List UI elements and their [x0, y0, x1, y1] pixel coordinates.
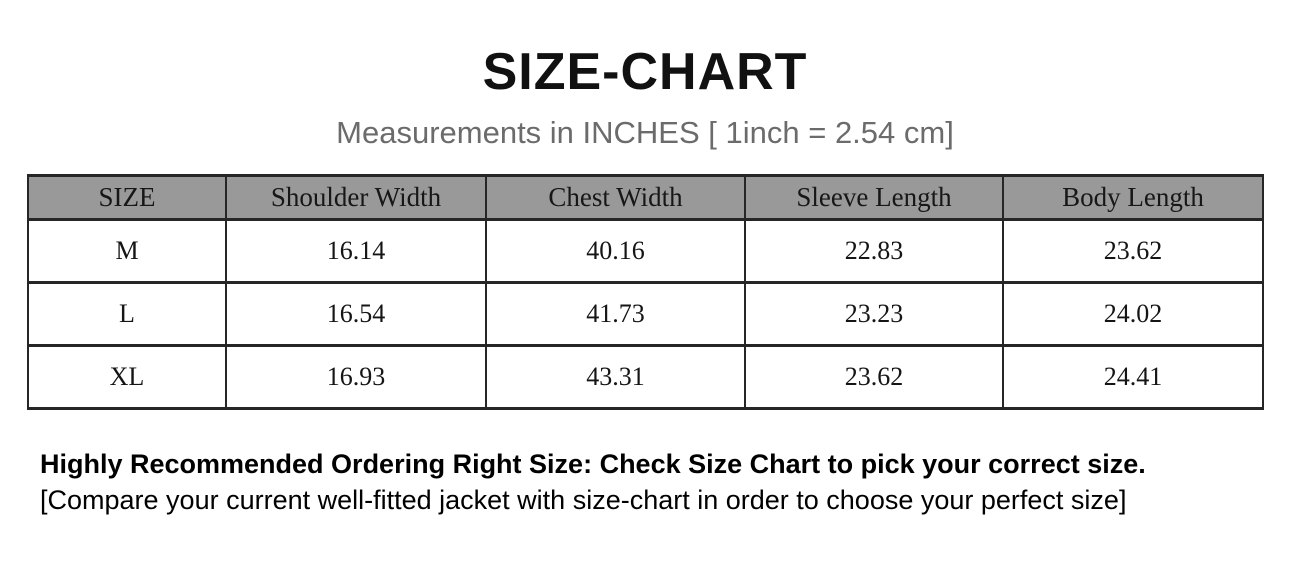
size-recommendation-text: Highly Recommended Ordering Right Size: Check Size Chart to pick your correct size. — [40, 449, 1146, 479]
sleeve-length-cell: 22.83 — [745, 220, 1003, 283]
column-header-sleeve-length: Sleeve Length — [745, 176, 1003, 220]
shoulder-width-cell: 16.93 — [226, 346, 486, 409]
body-length-cell: 23.62 — [1003, 220, 1263, 283]
column-header-body-length: Body Length — [1003, 176, 1263, 220]
column-header-chest-width: Chest Width — [486, 176, 745, 220]
size-cell: M — [28, 220, 226, 283]
chest-width-cell: 41.73 — [486, 283, 745, 346]
table-row-m — [28, 220, 1263, 283]
body-length-cell: 24.41 — [1003, 346, 1263, 409]
chest-width-cell: 43.31 — [486, 346, 745, 409]
body-length-cell: 24.02 — [1003, 283, 1263, 346]
table-row-xl — [28, 346, 1263, 409]
size-table — [27, 174, 1264, 410]
size-cell: XL — [28, 346, 226, 409]
table-row-l — [28, 283, 1263, 346]
column-header-shoulder-width: Shoulder Width — [226, 176, 486, 220]
column-header-size: SIZE — [28, 176, 226, 220]
footer-note — [40, 446, 1290, 518]
shoulder-width-cell: 16.14 — [226, 220, 486, 283]
sleeve-length-cell: 23.23 — [745, 283, 1003, 346]
size-cell: L — [28, 283, 226, 346]
page-title: SIZE-CHART — [482, 43, 808, 101]
measurement-unit-note: Measurements in INCHES [ 1inch = 2.54 cm] — [336, 115, 954, 150]
table-header-row — [28, 176, 1263, 220]
compare-jacket-text: [Compare your current well-fitted jacket with size-chart in order to choose your perfect size] — [40, 485, 1127, 515]
sleeve-length-cell: 23.62 — [745, 346, 1003, 409]
shoulder-width-cell: 16.54 — [226, 283, 486, 346]
chest-width-cell: 40.16 — [486, 220, 745, 283]
